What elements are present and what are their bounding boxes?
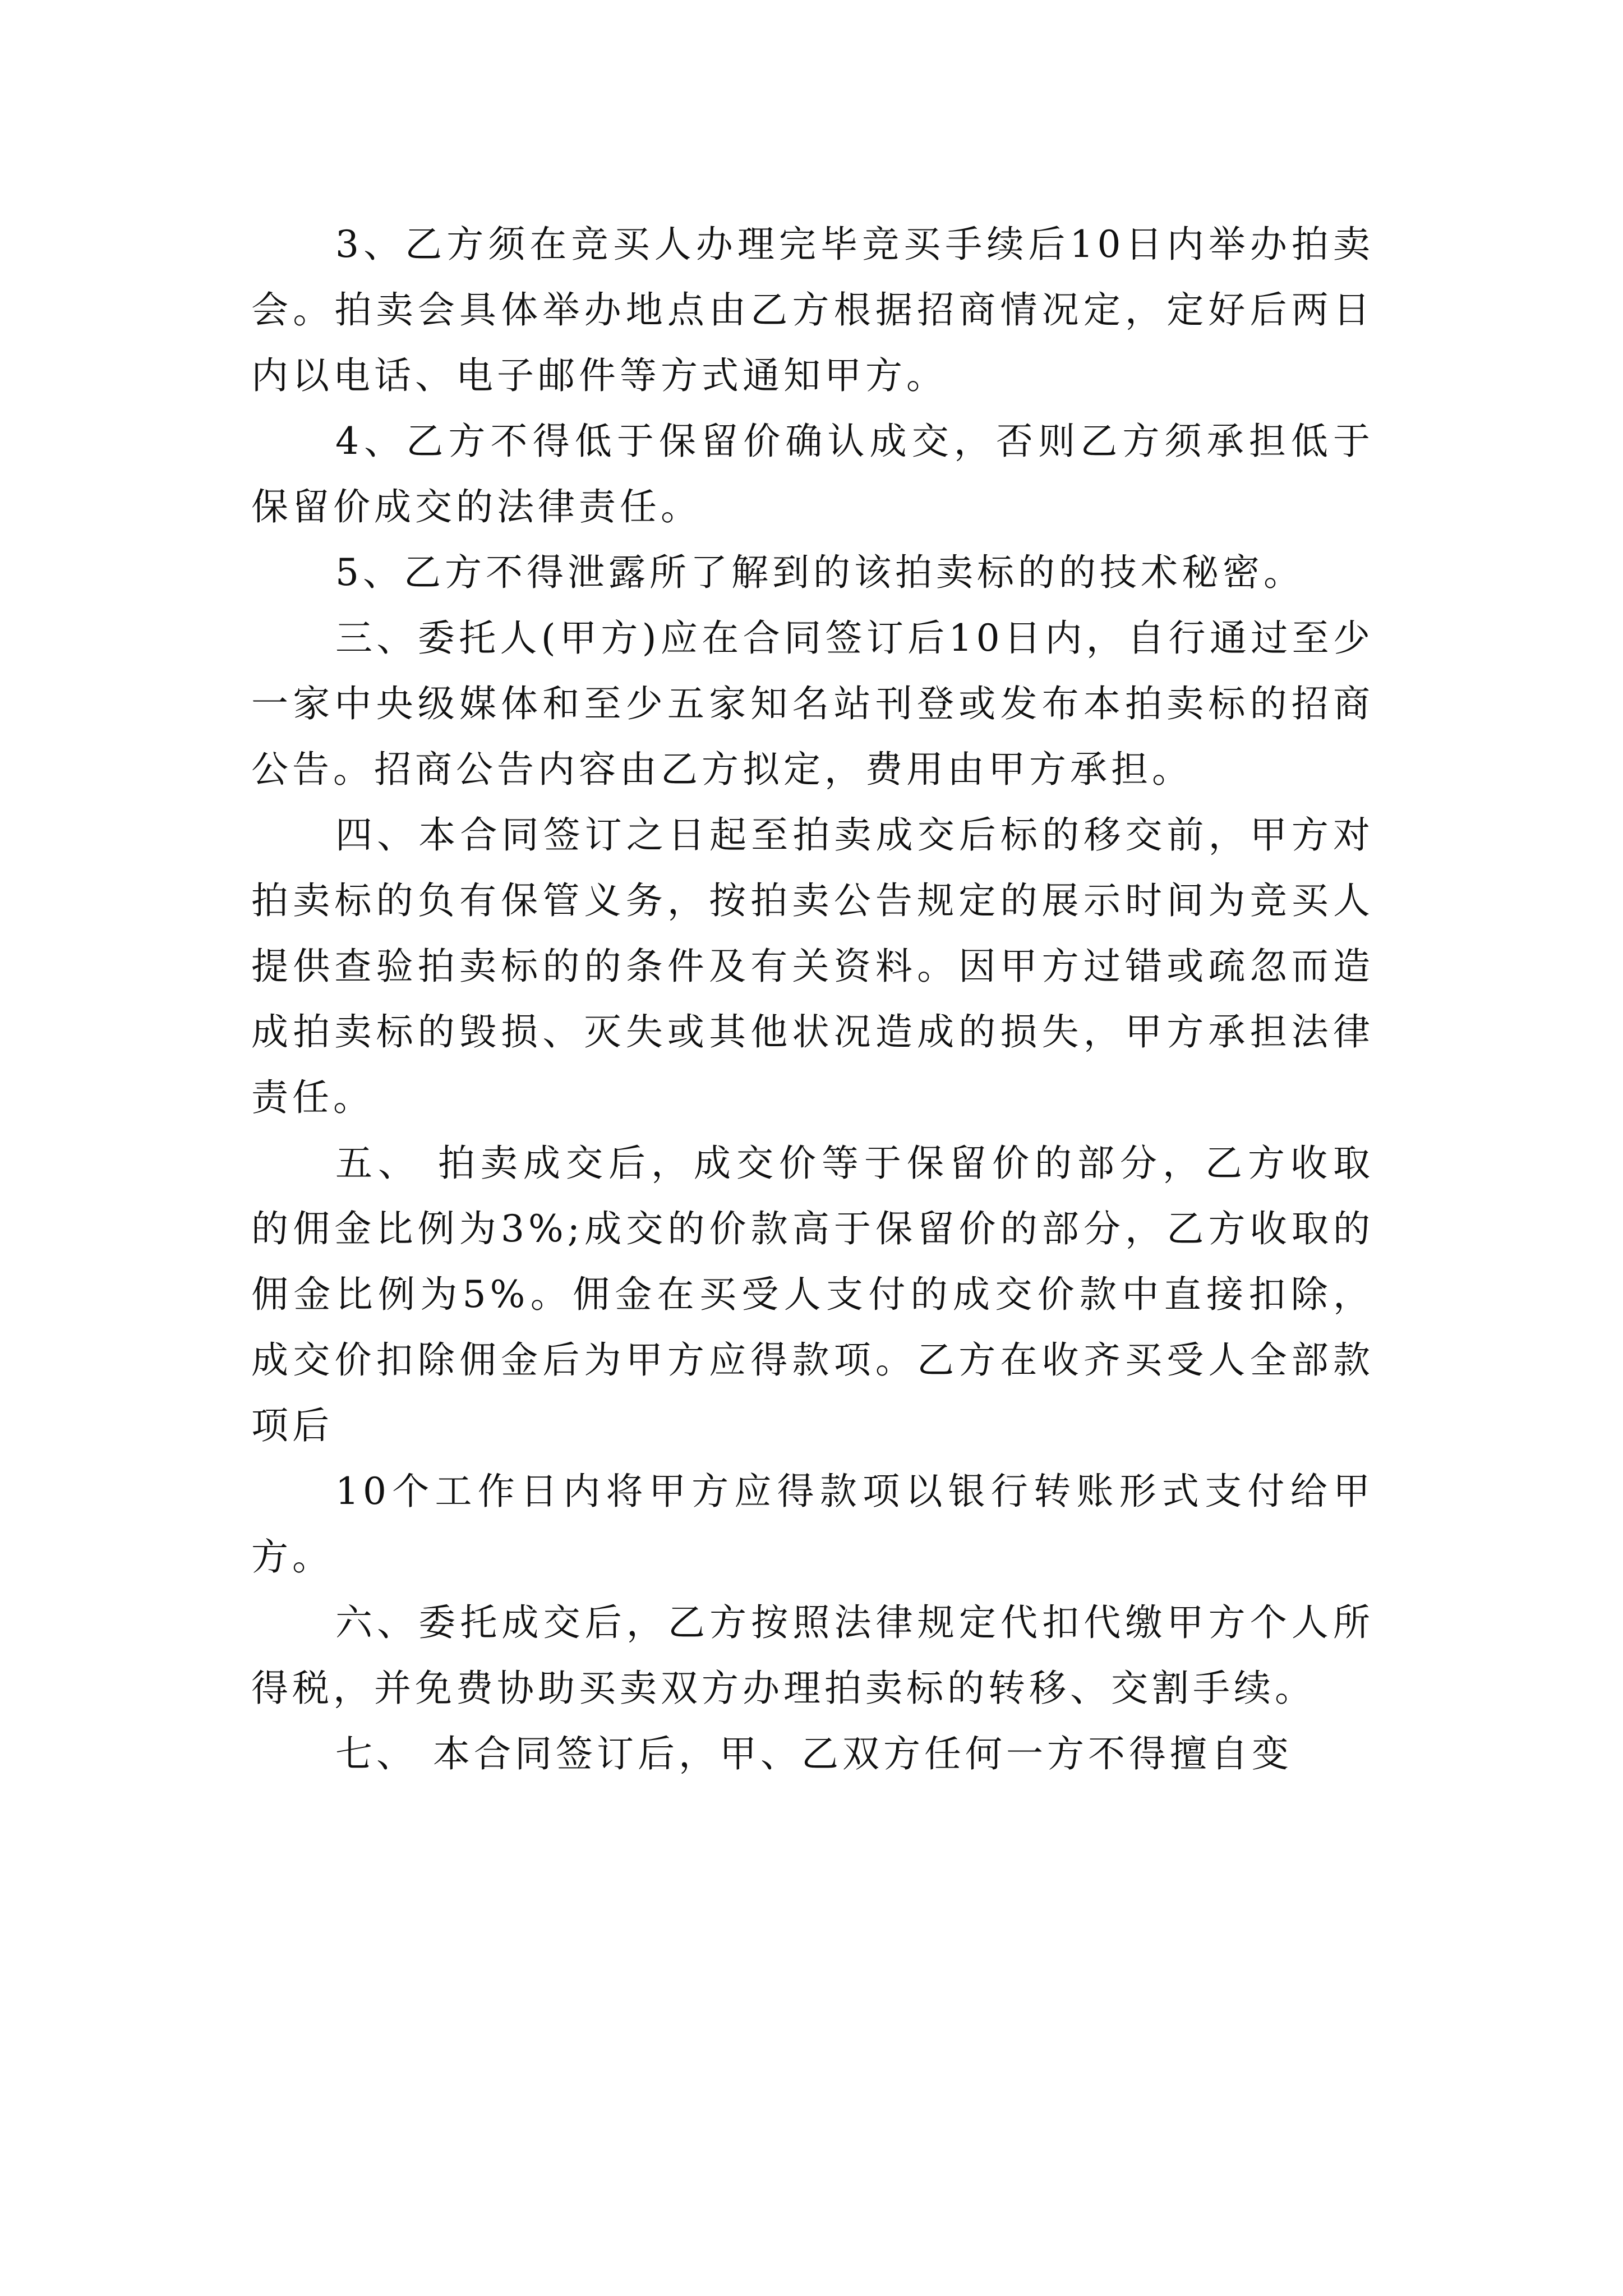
paragraph-clause-5: 5、乙方不得泄露所了解到的该拍卖标的的技术秘密。	[335, 551, 1304, 594]
paragraph-section-6: 六、委托成交后，乙方按照法律规定代扣代缴甲方个人所得税，并免费协助买卖双方办理拍卖标的转移、交割手续。	[251, 1601, 1374, 1710]
paragraph-clause-3: 3、乙方须在竞买人办理完毕竞买手续后10日内举办拍卖会。拍卖会具体举办地点由乙方根据招商情况定，定好后两日内以电话、电子邮件等方式通知甲方。	[251, 223, 1374, 397]
paragraph-section-5: 五、 拍卖成交后，成交价等于保留价的部分，乙方收取的佣金比例为3%;成交的价款高于保留价的部分，乙方收取的佣金比例为5%。佣金在买受人支付的成交价款中直接扣除，成交价扣除佣金后为甲方应得款项。乙方在收齐买受人全部款项后	[251, 1142, 1374, 1447]
document-body	[251, 211, 1374, 1787]
paragraph-section-5-continued: 10个工作日内将甲方应得款项以银行转账形式支付给甲方。	[251, 1470, 1374, 1579]
paragraph-section-4: 四、本合同签订之日起至拍卖成交后标的移交前，甲方对拍卖标的负有保管义务，按拍卖公告规定的展示时间为竞买人提供查验拍卖标的的条件及有关资料。因甲方过错或疏忽而造成拍卖标的毁损、灭失或其他状况造成的损失，甲方承担法律责任。	[251, 813, 1374, 1119]
paragraph-section-7: 七、 本合同签订后，甲、乙双方任何一方不得擅自变	[335, 1732, 1293, 1775]
paragraph-section-3: 三、委托人(甲方)应在合同签订后10日内，自行通过至少一家中央级媒体和至少五家知名站刊登或发布本拍卖标的招商公告。招商公告内容由乙方拟定，费用由甲方承担。	[251, 616, 1374, 791]
paragraph-clause-4: 4、乙方不得低于保留价确认成交，否则乙方须承担低于保留价成交的法律责任。	[251, 420, 1374, 528]
